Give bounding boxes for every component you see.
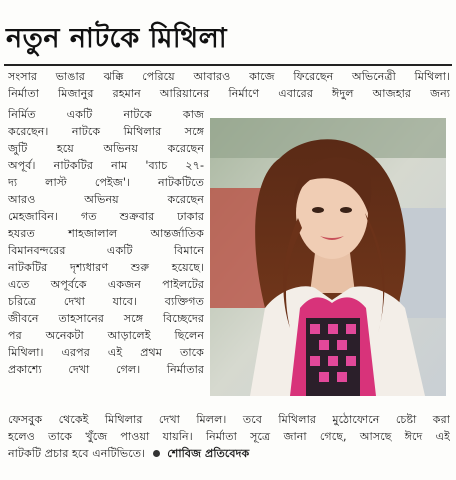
closing-paragraph [8, 411, 450, 462]
portrait-illustration [210, 118, 446, 396]
text-line: করেছেন। নাটকে মিথিলার সঙ্গে [8, 125, 204, 138]
text-line: আরও অভিনয় করেছেন [8, 193, 204, 206]
text-line: এতে অপূর্বকে একজন পাইলটের [8, 278, 204, 291]
column-paragraph [8, 106, 204, 378]
text-line [8, 445, 450, 462]
text-line: হযরত শাহজালাল আন্তর্জাতিক [8, 227, 204, 240]
text-line: বিমানবন্দরের একটি বিমানে [8, 244, 204, 257]
text-line: হলেও তাকে খুঁজে পাওয়া যায়নি। নির্মাতা সূত্রে জানা গেছে, আসছে ঈদে এই [8, 430, 450, 443]
headline-rule [4, 64, 452, 66]
text-line: অপূর্ব। নাটকটির নাম 'ব্যাচ ২৭- [8, 159, 204, 172]
text-line: মেহজাবিন। গত শুক্রবার ঢাকার [8, 210, 204, 223]
actress-photo [210, 118, 446, 396]
text-line: নির্মাতা মিজানুর রহমান আরিয়ানের নির্মাণে এবারের ঈদুল আজহার জন্য [8, 87, 450, 100]
text-line: নির্মিত একটি নাটকে কাজ [8, 108, 204, 121]
text-line: নাটকটির দৃশ্যধারণ শুরু হয়েছে। [8, 261, 204, 274]
text-line: মিথিলা। এরপর এই প্রথম তাকে [8, 346, 204, 359]
intro-paragraph [8, 68, 450, 102]
text-line: জীবনে তাহসানের সঙ্গে বিচ্ছেদের [8, 312, 204, 325]
text-line: ফেসবুক থেকেই মিথিলার দেখা মিলল। তবে মিথিলার মুঠোফোনে চেষ্টা করা [8, 413, 450, 426]
byline: শোবিজ প্রতিবেদক [167, 447, 250, 460]
text-line: জুটি হয়ে অভিনয় করেছেন [8, 142, 204, 155]
text-line: দ্য লাস্ট পেইজ'। নাটকটিতে [8, 176, 204, 189]
text-line: সংসার ভাঙার ঝক্কি পেরিয়ে আবারও কাজে ফিরেছেন অভিনেত্রী মিথিলা। [8, 70, 450, 83]
text-line: পর অনেকটা আড়ালেই ছিলেন [8, 329, 204, 342]
bullet-icon [153, 450, 160, 457]
last-sentence: নাটকটি প্রচার হবে এনটিভিতে। [8, 447, 146, 460]
text-line: প্রকাশ্যে দেখা গেল। নির্মাতার [8, 363, 204, 376]
headline: নতুন নাটকে মিথিলা [6, 23, 228, 54]
text-line: চরিত্রে দেখা যাবে। ব্যক্তিগত [8, 295, 204, 308]
